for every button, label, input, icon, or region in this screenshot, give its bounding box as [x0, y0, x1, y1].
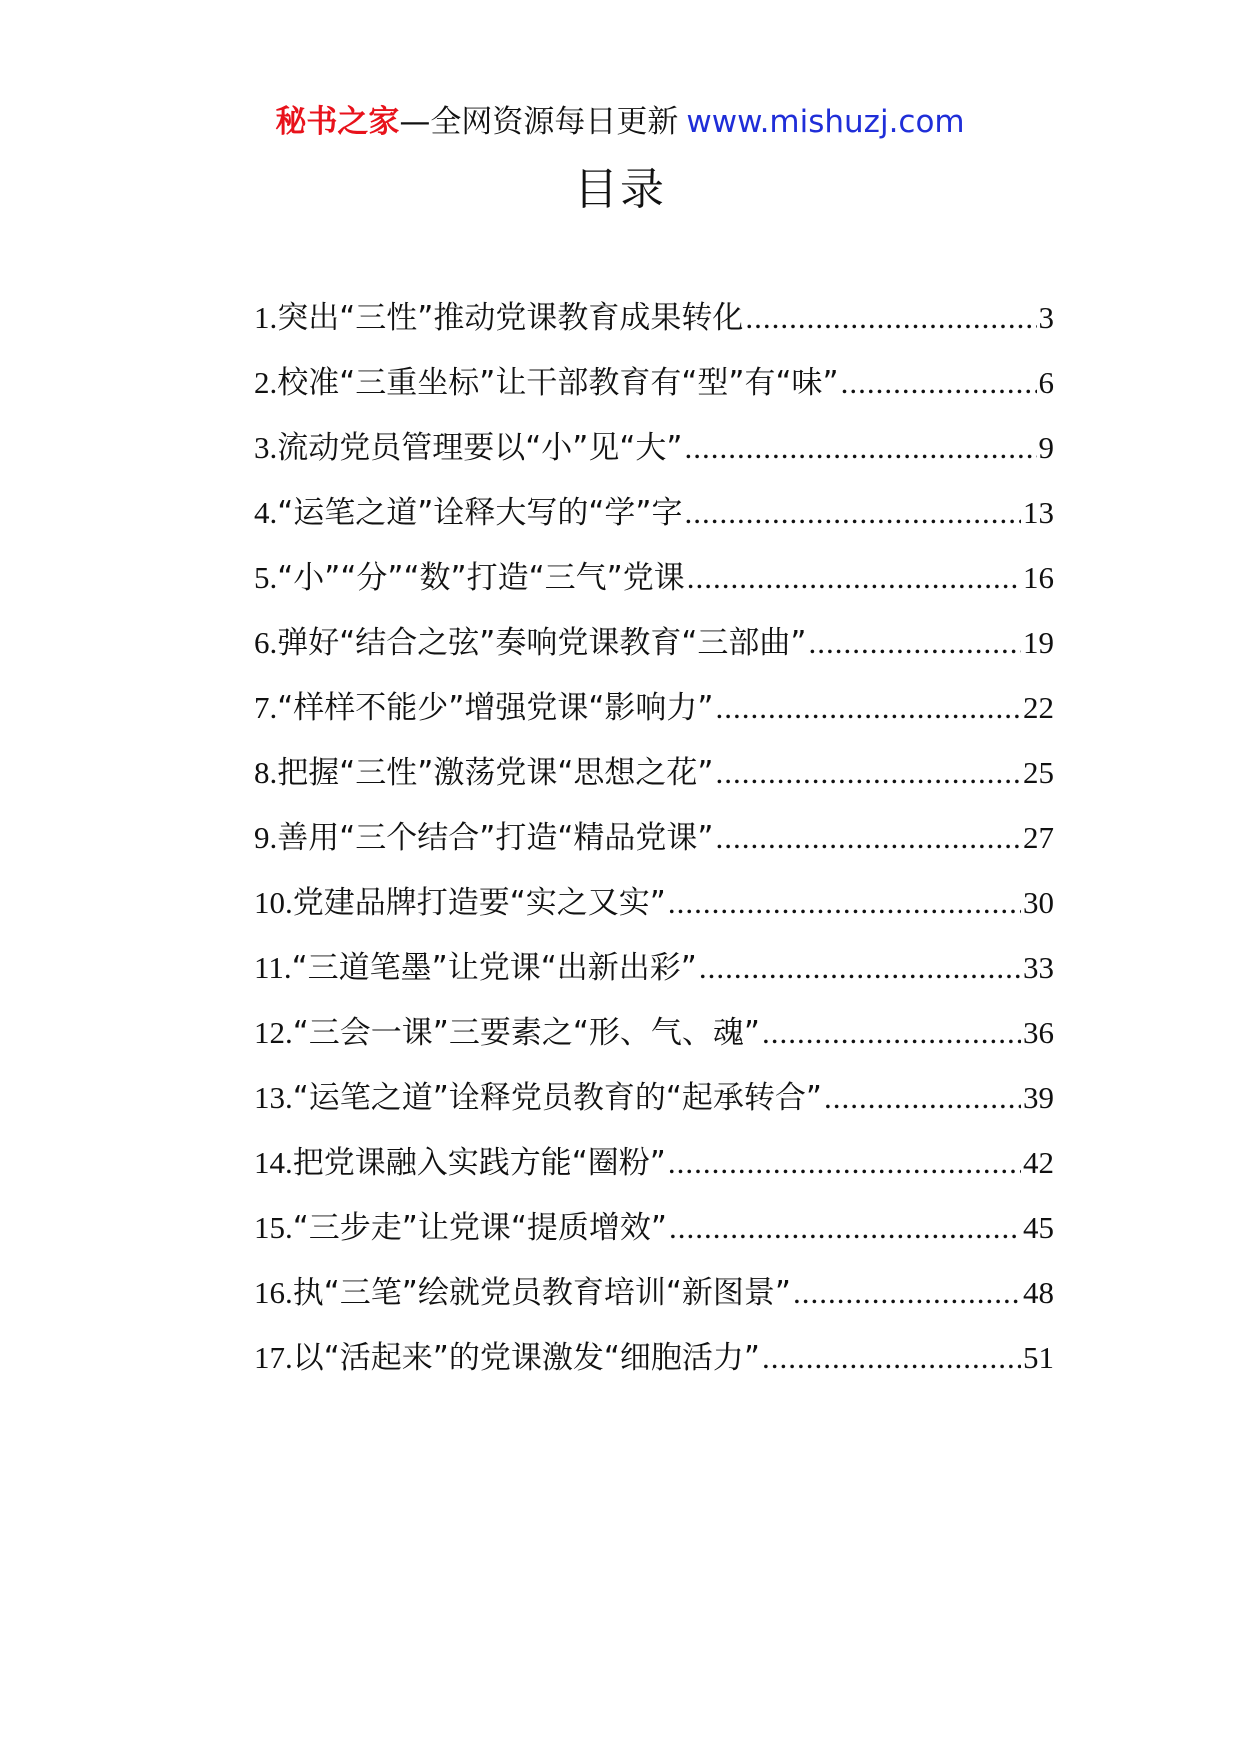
toc-entry-number: 6.: [254, 625, 278, 660]
toc-dot-leader: [699, 946, 1021, 990]
toc-entry-title: “运笔之道”诠释党员教育的“起承转合”: [292, 1080, 822, 1116]
toc-entry-title: 以“活起来”的党课激发“细胞活力”: [292, 1340, 760, 1376]
toc-entry-number: 10.: [254, 885, 293, 920]
toc-dot-leader: [668, 1141, 1021, 1185]
toc-entry[interactable]: [254, 1076, 1054, 1141]
toc-entry-page: 25: [1023, 755, 1054, 790]
toc-entry-title: 流动党员管理要以“小”见“大”: [277, 430, 683, 466]
toc-entry-title: 把党课融入实践方能“圈粉”: [292, 1145, 666, 1181]
toc-entry-title: “运笔之道”诠释大写的“学”字: [277, 495, 683, 531]
toc-entry-number: 7.: [254, 690, 278, 725]
toc-entry-title: 党建品牌打造要“实之又实”: [292, 885, 666, 921]
toc-entry-number: 8.: [254, 755, 278, 790]
toc-entry[interactable]: [254, 1206, 1054, 1271]
toc-entry-page: 3: [1038, 300, 1054, 335]
toc-entry-number: 3.: [254, 430, 278, 465]
brand-name: 秘书之家: [275, 104, 400, 140]
toc-entry-title: 执“三笔”绘就党员教育培训“新图景”: [292, 1275, 791, 1311]
toc-entry[interactable]: [254, 296, 1054, 361]
toc-entry[interactable]: [254, 1011, 1054, 1076]
toc-entry-page: 13: [1023, 495, 1054, 530]
toc-entry[interactable]: [254, 1271, 1054, 1336]
toc-dot-leader: [716, 686, 1022, 730]
toc-entry-page: 27: [1023, 820, 1054, 855]
toc-entry-page: 48: [1023, 1275, 1054, 1310]
toc-entry[interactable]: [254, 491, 1054, 556]
toc-entry-number: 17.: [254, 1340, 293, 1375]
page-title: 目录: [574, 164, 666, 215]
toc-entry-page: 9: [1038, 430, 1054, 465]
toc-entry-page: 51: [1023, 1340, 1054, 1375]
toc-entry-number: 5.: [254, 560, 278, 595]
toc-entry[interactable]: [254, 556, 1054, 621]
toc-dot-leader: [685, 426, 1037, 470]
toc-entry-title: “三步走”让党课“提质增效”: [292, 1210, 667, 1246]
table-of-contents: [254, 296, 1054, 1401]
toc-dot-leader: [716, 751, 1022, 795]
toc-entry-title: “样样不能少”增强党课“影响力”: [277, 690, 714, 726]
toc-entry-title: “小”“分”“数”打造“三气”党课: [277, 560, 685, 596]
header-slogan: —全网资源每日更新: [399, 104, 679, 140]
toc-dot-leader: [716, 816, 1022, 860]
toc-entry[interactable]: [254, 1141, 1054, 1206]
toc-entry-number: 1.: [254, 300, 278, 335]
toc-entry-title: 弹好“结合之弦”奏响党课教育“三部曲”: [277, 625, 807, 661]
toc-entry[interactable]: [254, 361, 1054, 426]
toc-entry-page: 19: [1023, 625, 1054, 660]
toc-entry[interactable]: [254, 1336, 1054, 1401]
toc-entry[interactable]: [254, 751, 1054, 816]
toc-entry-number: 13.: [254, 1080, 293, 1115]
toc-entry-number: 2.: [254, 365, 278, 400]
toc-entry-page: 36: [1023, 1015, 1054, 1050]
toc-entry-title: “三会一课”三要素之“形、气、魂”: [292, 1015, 760, 1051]
toc-entry[interactable]: [254, 881, 1054, 946]
toc-entry[interactable]: [254, 426, 1054, 491]
toc-dot-leader: [824, 1076, 1021, 1120]
toc-dot-leader: [841, 361, 1037, 405]
toc-entry-number: 15.: [254, 1210, 293, 1245]
toc-entry[interactable]: [254, 816, 1054, 881]
toc-entry[interactable]: [254, 946, 1054, 1011]
toc-dot-leader: [668, 881, 1021, 925]
toc-entry-page: 6: [1038, 365, 1054, 400]
toc-entry-number: 4.: [254, 495, 278, 530]
toc-dot-leader: [793, 1271, 1021, 1315]
toc-entry[interactable]: [254, 621, 1054, 686]
toc-entry-title: 善用“三个结合”打造“精品党课”: [277, 820, 714, 856]
toc-entry-page: 45: [1023, 1210, 1054, 1245]
toc-dot-leader: [685, 491, 1022, 535]
toc-entry-number: 14.: [254, 1145, 293, 1180]
toc-entry-page: 30: [1023, 885, 1054, 920]
toc-dot-leader: [669, 1206, 1021, 1250]
toc-dot-leader: [687, 556, 1021, 600]
toc-entry-number: 9.: [254, 820, 278, 855]
toc-entry-page: 16: [1023, 560, 1054, 595]
toc-entry-number: 16.: [254, 1275, 293, 1310]
toc-dot-leader: [762, 1011, 1021, 1055]
toc-entry-title: 把握“三性”激荡党课“思想之花”: [277, 755, 714, 791]
toc-entry-page: 33: [1023, 950, 1054, 985]
toc-entry-title: “三道笔墨”让党课“出新出彩”: [291, 950, 697, 986]
toc-entry[interactable]: [254, 686, 1054, 751]
toc-dot-leader: [745, 296, 1036, 340]
toc-dot-leader: [762, 1336, 1021, 1380]
toc-entry-title: 校准“三重坐标”让干部教育有“型”有“味”: [277, 365, 839, 401]
toc-entry-page: 39: [1023, 1080, 1054, 1115]
toc-entry-number: 11.: [254, 950, 292, 985]
toc-dot-leader: [809, 621, 1022, 665]
site-url-link[interactable]: www.mishuzj.com: [686, 104, 965, 140]
toc-entry-page: 22: [1023, 690, 1054, 725]
toc-entry-title: 突出“三性”推动党课教育成果转化: [277, 300, 744, 336]
toc-entry-number: 12.: [254, 1015, 293, 1050]
page-header: [0, 100, 1240, 144]
toc-entry-page: 42: [1023, 1145, 1054, 1180]
